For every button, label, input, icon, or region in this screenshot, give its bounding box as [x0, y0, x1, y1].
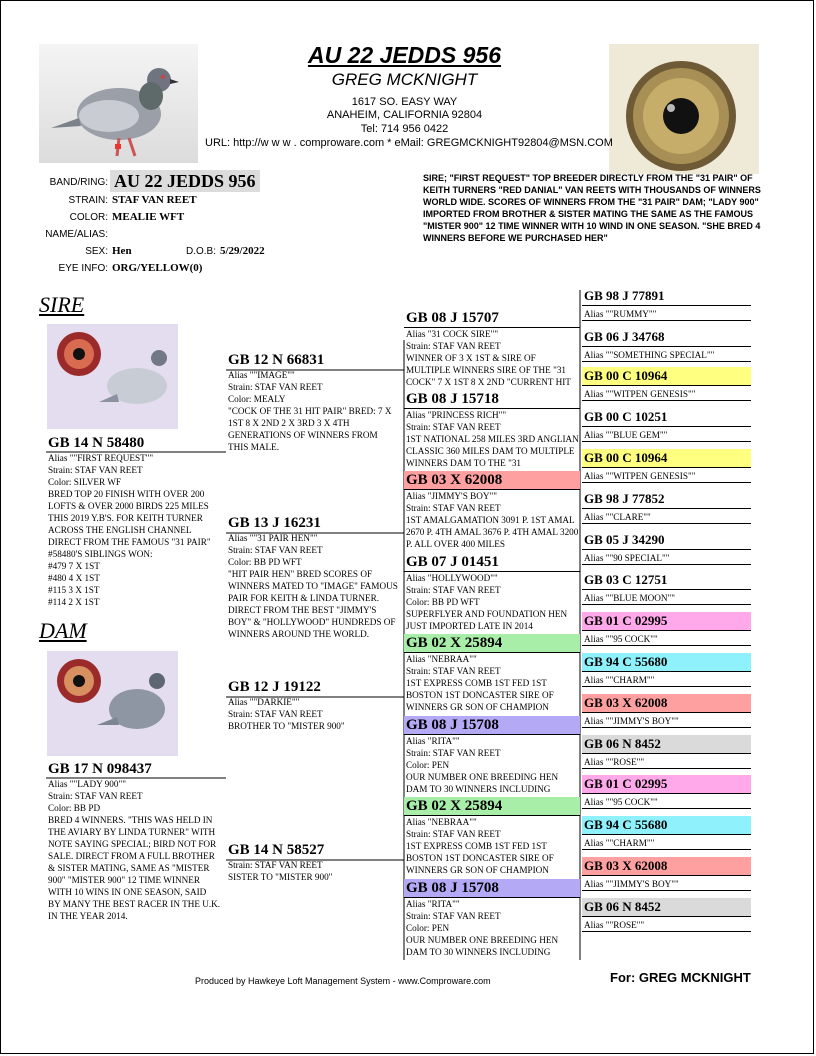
ggp-card	[582, 571, 751, 605]
great-grandparent-band: GB 03 X 62008	[404, 471, 580, 490]
great-grandparent-line: Alias "HOLLYWOOD""	[406, 573, 498, 583]
ggp-alias: Alias ""95 COCK""	[584, 797, 658, 807]
grandparent-card	[226, 351, 398, 453]
great-grandparent-card	[404, 797, 580, 876]
great-grandparent-line: Color: PEN	[406, 923, 450, 933]
sire-line: Strain: STAF VAN REET	[48, 465, 143, 475]
grandparent-band: GB 13 J 16231	[228, 515, 321, 531]
great-grandparent-line: Strain: STAF VAN REET	[406, 829, 501, 839]
grandparent-card	[226, 841, 398, 883]
ggp-card	[582, 612, 751, 646]
sire-line: #479 7 X 1ST	[48, 561, 100, 571]
dam-heading: DAM	[39, 618, 87, 643]
ggp-card	[582, 328, 751, 362]
ggp-card	[582, 694, 751, 728]
great-grandparent-card	[404, 879, 580, 960]
great-grandparent-line: 1ST EXPRESS COMB 1ST FED 1ST BOSTON 1ST DONCASTER SIRE OF WINNERS GR SON OF CHAMPION	[406, 678, 554, 712]
ggp-band: GB 98 J 77891	[582, 287, 751, 306]
great-grandparent-band: GB 08 J 15707	[404, 309, 580, 328]
ggp-card	[582, 857, 751, 891]
dam-card	[46, 760, 221, 922]
strain-label: STRAIN:	[68, 195, 108, 206]
grandparent-line: Strain: STAF VAN REET	[228, 709, 323, 719]
grandparent-band: GB 12 J 19122	[228, 679, 321, 695]
ggp-band: GB 06 N 8452	[582, 898, 751, 917]
ggp-card	[582, 408, 751, 442]
ggp-alias: Alias ""BLUE MOON""	[584, 593, 676, 603]
ggp-alias: Alias ""ROSE""	[584, 920, 645, 930]
ggp-alias: Alias ""WITPEN GENESIS""	[584, 471, 696, 481]
ggp-band: GB 00 C 10964	[582, 449, 751, 468]
great-grandparent-line: Strain: STAF VAN REET	[406, 748, 501, 758]
footer-for-owner: For: GREG MCKNIGHT	[610, 970, 751, 985]
sire-line: #480 4 X 1ST	[48, 573, 100, 583]
sex-label: SEX:	[85, 246, 108, 257]
ggp-band: GB 00 C 10251	[582, 408, 751, 427]
grandparent-card	[226, 678, 398, 732]
great-grandparent-line: Strain: STAF VAN REET	[406, 666, 501, 676]
ggp-card	[582, 898, 751, 932]
great-grandparent-line: Alias "PRINCESS RICH""	[406, 410, 507, 420]
great-grandparent-line: Alias "RITA""	[406, 736, 460, 746]
great-grandparent-band: GB 02 X 25894	[404, 797, 580, 816]
band-label: BAND/RING:	[49, 177, 108, 188]
ggp-card	[582, 775, 751, 809]
grandparent-line: Strain: STAF VAN REET	[228, 860, 323, 870]
ggp-alias: Alias ""CHARM""	[584, 838, 655, 848]
great-grandparent-line: Strain: STAF VAN REET	[406, 341, 501, 351]
grandparent-band: GB 12 N 66831	[228, 352, 325, 368]
bird-band-title: AU 22 JEDDS 956	[307, 42, 502, 68]
great-grandparent-line: Alias "31 COCK SIRE""	[406, 329, 499, 339]
great-grandparent-band: GB 07 J 01451	[404, 553, 580, 572]
color-label: COLOR:	[69, 212, 108, 223]
ggp-alias: Alias ""CLARE""	[584, 512, 651, 522]
contact-line: URL: http://w w w . comproware.com * eMail: GREGMCKNIGHT92804@MSN.COM	[205, 137, 613, 149]
strain-value: STAF VAN REET	[112, 194, 197, 206]
grandparent-line: Color: BB PD WFT	[228, 557, 302, 567]
great-grandparent-line: Color: PEN	[406, 760, 450, 770]
ggp-band: GB 94 C 55680	[582, 816, 751, 835]
ggp-alias: Alias ""BLUE GEM""	[584, 430, 668, 440]
ggp-card	[582, 531, 751, 565]
great-grandparent-card	[404, 471, 580, 550]
ggp-alias: Alias ""CHARM""	[584, 675, 655, 685]
ggp-alias: Alias ""ROSE""	[584, 757, 645, 767]
dob-value: 5/29/2022	[220, 245, 265, 257]
grandparent-line: Color: MEALY	[228, 394, 286, 404]
ggp-card	[582, 653, 751, 687]
great-grandparent-card	[404, 634, 580, 713]
sire-line: Color: SILVER WF	[48, 477, 122, 487]
ggp-band: GB 06 J 34768	[582, 328, 751, 347]
great-grandparent-line: Alias "JIMMY'S BOY""	[406, 491, 498, 501]
ggp-card	[582, 735, 751, 769]
great-grandparent-line: Strain: STAF VAN REET	[406, 422, 501, 432]
ggp-band: GB 06 N 8452	[582, 735, 751, 754]
ggp-band: GB 01 C 02995	[582, 612, 751, 631]
great-grandparent-card	[404, 553, 580, 632]
great-grandparent-line: 1ST AMALGAMATION 3091 P. 1ST AMAL 2670 P. 4TH AMAL 3676 P. 4TH AMAL 3200 P. ALL OVER 400 MILES	[406, 515, 579, 549]
ggp-alias: Alias ""JIMMY'S BOY""	[584, 879, 679, 889]
grandparent-line: SISTER TO "MISTER 900"	[228, 872, 333, 882]
name-alias-label: NAME/ALIAS:	[45, 229, 108, 240]
sire-card	[46, 434, 221, 608]
ggp-alias: Alias ""WITPEN GENESIS""	[584, 389, 696, 399]
dam-line: Color: BB PD	[48, 803, 101, 813]
dam-line: BRED 4 WINNERS. "THIS WAS HELD IN THE AVIARY BY LINDA TURNER" WITH NOTE SAYING SPECIAL; BIRD NOT FOR SALE. DIRECT FROM A FULL BROTHER & SISTER MATING, SAME AS "MISTER 900" "MISTER 900" 12 TIME WINNER WITH 10 WINS IN ONE SEASON, SAID BY MANY THE BEST RACER IN THE U.K. IN THE YEAR 2014.	[48, 815, 221, 921]
great-grandparent-band: GB 08 J 15708	[404, 879, 580, 898]
ggp-band: GB 94 C 55680	[582, 653, 751, 672]
ggp-band: GB 98 J 77852	[582, 490, 751, 509]
grandparent-line: Alias ""IMAGE""	[228, 370, 295, 380]
grandparent-line: "COCK OF THE 31 HIT PAIR" BRED: 7 X 1ST 8 X 2ND 2 X 3RD 3 X 4TH GENERATIONS OF WINNERS FROM THIS MALE.	[228, 406, 392, 452]
great-grandparent-card	[404, 390, 580, 469]
dam-photo	[47, 651, 178, 756]
great-grandparent-line: 1ST EXPRESS COMB 1ST FED 1ST BOSTON 1ST DONCASTER SIRE OF WINNERS GR SON OF CHAMPION	[406, 841, 554, 875]
color-value: MEALIE WFT	[112, 211, 185, 223]
sire-band: GB 14 N 58480	[48, 435, 145, 451]
band-value: AU 22 JEDDS 956	[110, 170, 260, 192]
ggp-card	[582, 367, 751, 401]
dam-line: Alias ""LADY 900""	[48, 779, 126, 789]
sire-line: BRED TOP 20 FINISH WITH OVER 200 LOFTS & OVER 2000 BIRDS 225 MILES THIS 2019 Y.B'S. FOR KEITH TURNER ACROSS THE ENGLISH CHANNEL DIRECT FROM THE FAMOUS "31 PAIR" #58480'S SIBLINGS WON:	[48, 489, 211, 559]
ggp-card	[582, 449, 751, 483]
ggp-card	[582, 287, 751, 321]
footer-produced-by: Produced by Hawkeye Loft Management System - www.Comproware.com	[195, 976, 491, 986]
grandparent-band: GB 14 N 58527	[228, 842, 325, 858]
great-grandparent-card	[404, 716, 580, 795]
great-grandparent-band: GB 08 J 15718	[404, 390, 580, 409]
ggp-alias: Alias ""SOMETHING SPECIAL""	[584, 350, 715, 360]
ggp-band: GB 01 C 02995	[582, 775, 751, 794]
sex-value: Hen	[112, 245, 132, 257]
great-grandparent-line: SUPERFLYER AND FOUNDATION HEN JUST IMPORTED LATE IN 2014	[406, 609, 568, 631]
grandparent-line: BROTHER TO "MISTER 900"	[228, 721, 345, 731]
ggp-band: GB 03 X 62008	[582, 694, 751, 713]
dam-band: GB 17 N 098437	[48, 761, 152, 777]
grandparent-line: Strain: STAF VAN REET	[228, 545, 323, 555]
grandparent-line: "HIT PAIR HEN" BRED SCORES OF WINNERS MATED TO "IMAGE" FAMOUS PAIR FOR KEITH & LINDA TURNER. DIRECT FROM THE BEST "JIMMY'S BOY" & "HOLLYWOOD" HUNDREDS OF WINNERS AROUND THE WORLD.	[228, 569, 398, 639]
great-grandparent-line: Strain: STAF VAN REET	[406, 503, 501, 513]
sire-heading: SIRE	[39, 292, 85, 317]
great-grandparent-band: GB 08 J 15708	[404, 716, 580, 735]
great-grandparent-line: OUR NUMBER ONE BREEDING HEN DAM TO 30 WINNERS INCLUDING	[406, 772, 559, 794]
eye-info-label: EYE INFO:	[58, 263, 108, 274]
ggp-card	[582, 816, 751, 850]
address-line-1: 1617 SO. EASY WAY	[351, 96, 458, 108]
sire-line: #114 2 X 1ST	[48, 597, 100, 607]
great-grandparent-line: Color: BB PD WFT	[406, 597, 480, 607]
sire-photo	[47, 324, 178, 429]
ggp-band: GB 05 J 34290	[582, 531, 751, 550]
grandparent-line: Alias ""31 PAIR HEN""	[228, 533, 318, 543]
ggp-band: GB 03 X 62008	[582, 857, 751, 876]
bird-notes: SIRE; "FIRST REQUEST" TOP BREEDER DIRECTLY FROM THE "31 PAIR" OF KEITH TURNERS "RED DANIAL" VAN REETS WITH THOUSANDS OF WINNERS WORLD WIDE. SCORES OF WINNERS FROM THE "31 PAIR" DAM; "LADY 900" IMPORTED FROM BROTHER & SISTER MATING THE SAME AS THE FAMOUS "MISTER 900" 12 TIME WINNER WITH 10 WIND IN ONE SEASON. "SHE BRED 4 WINNERS BEFORE WE PURCHASED HER"	[423, 173, 761, 243]
ggp-alias: Alias ""RUMMY""	[584, 309, 657, 319]
great-grandparent-band: GB 02 X 25894	[404, 634, 580, 653]
great-grandparent-line: Strain: STAF VAN REET	[406, 585, 501, 595]
great-grandparent-line: WINNER OF 3 X 1ST & SIRE OF MULTIPLE WINNERS SIRE OF THE "31 COCK" 7 X 1ST 8 X 2ND "CURRENT HIT	[406, 353, 571, 387]
dam-line: Strain: STAF VAN REET	[48, 791, 143, 801]
great-grandparent-card	[404, 309, 580, 388]
great-grandparent-line: 1ST NATIONAL 258 MILES 3RD ANGLIAN CLASSIC 360 MILES DAM TO MULTIPLE WINNERS DAM TO THE "31	[406, 434, 579, 468]
dob-label: D.O.B:	[186, 246, 217, 257]
ggp-band: GB 03 C 12751	[582, 571, 751, 590]
grandparent-card	[226, 514, 398, 640]
grandparent-line: Strain: STAF VAN REET	[228, 382, 323, 392]
sire-line: Alias ""FIRST REQUEST""	[48, 453, 154, 463]
ggp-alias: Alias ""JIMMY'S BOY""	[584, 716, 679, 726]
great-grandparent-line: OUR NUMBER ONE BREEDING HEN DAM TO 30 WINNERS INCLUDING	[406, 935, 559, 957]
ggp-alias: Alias ""95 COCK""	[584, 634, 658, 644]
address-line-2: ANAHEIM, CALIFORNIA 92804	[326, 109, 483, 121]
phone: Tel: 714 956 0422	[360, 123, 449, 135]
great-grandparent-line: Alias "NEBRAA""	[406, 817, 477, 827]
ggp-card	[582, 490, 751, 524]
sire-line: #115 3 X 1ST	[48, 585, 100, 595]
eye-info-value: ORG/YELLOW(0)	[112, 262, 203, 274]
great-grandparent-line: Strain: STAF VAN REET	[406, 911, 501, 921]
grandparent-line: Alias ""DARKIE""	[228, 697, 300, 707]
ggp-alias: Alias ""90 SPECIAL""	[584, 553, 670, 563]
great-grandparent-line: Alias "RITA""	[406, 899, 460, 909]
great-grandparent-line: Alias "NEBRAA""	[406, 654, 477, 664]
owner-name: GREG MCKNIGHT	[331, 70, 478, 89]
ggp-band: GB 00 C 10964	[582, 367, 751, 386]
